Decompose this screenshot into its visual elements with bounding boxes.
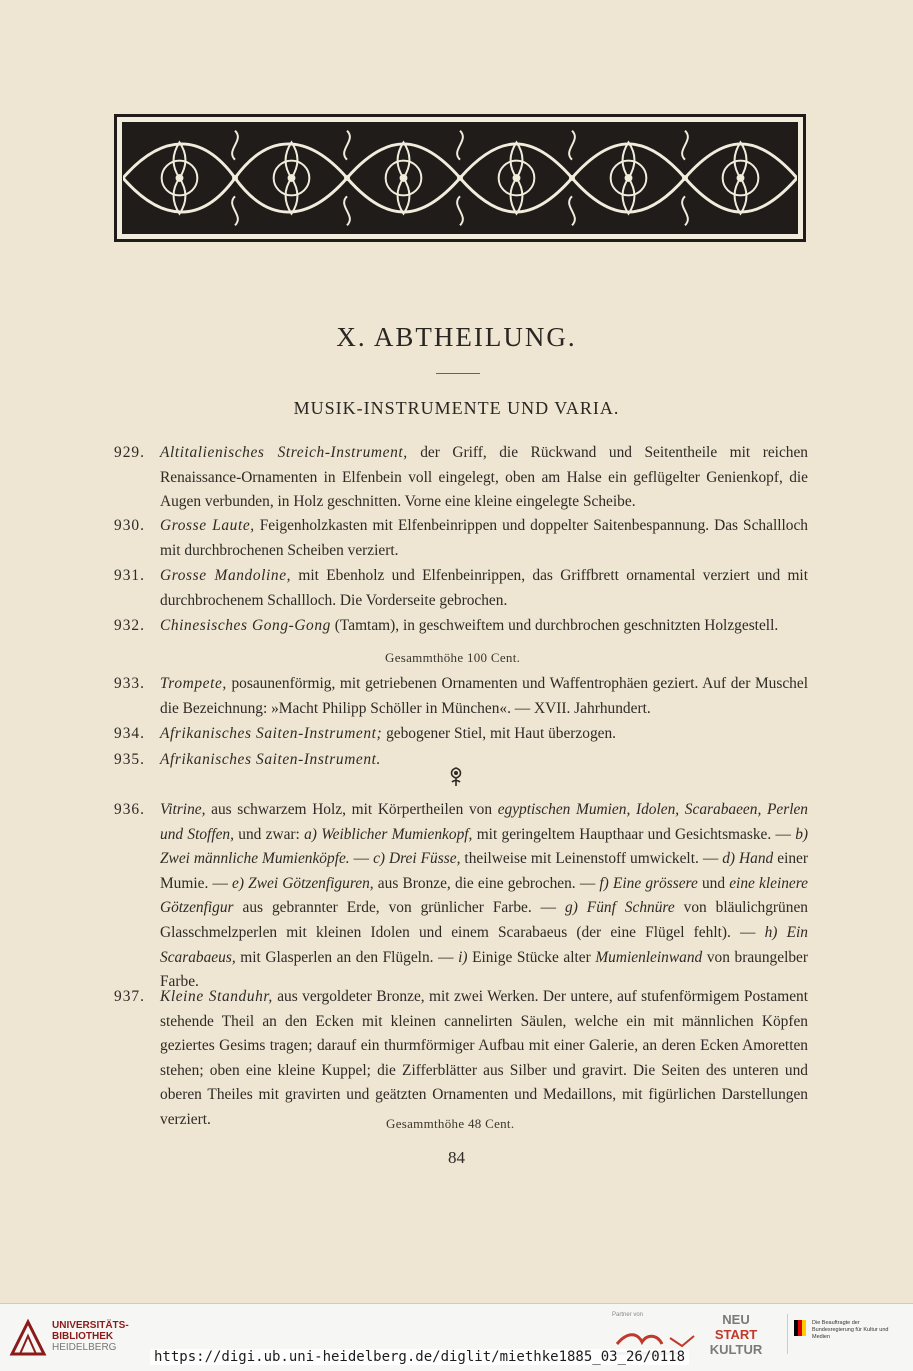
entry-number: 937.	[114, 988, 145, 1005]
library-line-3: HEIDELBERG	[52, 1342, 117, 1353]
entry-text-run: und	[697, 874, 730, 892]
source-url[interactable]: https://digi.ub.uni-heidelberg.de/diglit/miethke1885_03_26/0118	[150, 1349, 689, 1365]
entry-text: aus vergoldeter Bronze, mit zwei Werken. Der untere, auf stufenförmigem Postament stehende Theil an den Ecken mit kleinen cannelirten Säulen, welche ein mit männlichen Köpfen geziertes Gesims tragen; darauf ein thurmförmiger Aufbau mit einer Galerie, an deren Ecken Amoretten stehen; oben eine kleine Kuppel; die Zifferblätter aus Silber und gravirt. Die Seiten des unteren und oberen Theiles mit gravirten und geätzten Ornamenten und Medaillons, mit figürlichen Darstellungen verziert.	[160, 988, 809, 1128]
entry-number: 932.	[114, 617, 145, 634]
section-title: X. ABTHEILUNG.	[336, 322, 577, 352]
entry-number: 934.	[114, 725, 145, 742]
entry-body	[160, 672, 808, 721]
entry-italic-run: i)	[458, 948, 468, 966]
height-note-932: Gesammthöhe 100 Cent.	[385, 650, 521, 665]
entry-italic-run: eine kleinere Götzenfigur	[160, 874, 809, 917]
entry-text: posaunenförmig, mit getriebenen Ornamenten und Waffentrophäen geziert. Auf der Muschel die Bezeichnung: »Macht Philipp Schöller in München«. — XVII. Jahrhundert.	[160, 675, 808, 717]
bkm-logo	[787, 1314, 899, 1354]
entry-text-run: mit geringeltem Haupthaar und Gesichtsmaske. —	[472, 825, 796, 843]
library-name	[52, 1320, 129, 1353]
entry-italic-run: Vitrine,	[160, 801, 206, 818]
entry-body	[160, 748, 808, 773]
ornament-panel	[122, 122, 798, 234]
neustart-line-2: START	[714, 1327, 758, 1342]
entry-italic-run: c) Drei Füsse,	[373, 850, 461, 868]
entry-text-run: mit Glasperlen an den Flügeln. —	[235, 948, 459, 966]
entry-body	[160, 441, 808, 515]
entry-text-run: aus gebrannter Erde, von grünlicher Farbe. —	[233, 899, 566, 917]
entry-text-run: Einige Stücke alter	[467, 948, 596, 966]
entry-number: 933.	[114, 675, 145, 692]
federal-eagle-icon	[794, 1320, 806, 1336]
entry-italic-run: a) Weiblicher Mumienkopf,	[304, 825, 473, 843]
entry-text-run: und zwar:	[233, 825, 305, 843]
entry-title: Trompete,	[160, 675, 227, 692]
entry-italic-run: f) Eine grössere	[599, 874, 698, 892]
university-library-logo-icon	[8, 1318, 48, 1358]
catalog-entry-934	[114, 722, 808, 747]
entry-text-run: von bläulichgrünen Glasschmelzperlen mit kleinen Idolen und einem Scarabaeus (der eine Flügel fehlt). —	[160, 899, 808, 941]
height-note-937: Gesammthöhe 48 Cent.	[386, 1116, 515, 1131]
entry-title: Kleine Standuhr,	[160, 988, 273, 1005]
entry-body	[160, 564, 808, 613]
neustart-kultur-logo	[708, 1312, 764, 1357]
entry-italic-run: egyptischen Mumien, Idolen, Scarabaeen, Perlen und Stoffen,	[160, 801, 808, 843]
entry-text: der Griff, die Rückwand und Seitentheile mit reichen Renaissance-Ornamenten in Elfenbein voll eingelegt, oben am Halse ein geflügelter Genienkopf, die Augen verbunden, in Holz geschnitten. Vorne eine kleine eingelegte Scheibe.	[160, 444, 808, 511]
library-line-1: UNIVERSITÄTS-	[52, 1320, 129, 1331]
entry-text-run: —	[349, 850, 374, 868]
entry-text-run: aus schwarzem Holz, mit Körpertheilen von	[205, 801, 498, 818]
catalog-entry-930	[114, 514, 808, 563]
entry-italic-run: h) Ein Scarabaeus,	[160, 923, 808, 966]
catalog-entry-936	[114, 798, 808, 995]
entry-number: 930.	[114, 517, 145, 534]
entry-title: Altitalienisches Streich-Instrument,	[160, 444, 408, 461]
entry-title: Chinesisches Gong-Gong	[160, 617, 331, 634]
entry-text-run: einer Mumie. —	[160, 850, 809, 892]
entry-title: Afrikanisches Saiten-Instrument;	[160, 725, 383, 742]
entry-number: 935.	[114, 751, 145, 768]
title-rule	[436, 373, 480, 374]
catalog-entry-932	[114, 614, 808, 639]
entry-text: Feigenholzkasten mit Elfenbeinrippen und doppelter Saitenbespannung. Das Schallloch mit durchbrochenen Scheiben verziert.	[160, 517, 809, 559]
entry-italic-run: b) Zwei männliche Mumienköpfe.	[160, 825, 809, 868]
entry-body	[160, 798, 808, 995]
entry-title: Grosse Mandoline,	[160, 567, 292, 584]
neustart-line-3: KULTUR	[709, 1342, 763, 1357]
bkm-caption: Die Beauftragte der Bundesregierung für Kultur und Medien	[812, 1320, 889, 1340]
entry-body	[160, 614, 808, 639]
library-line-2: BIBLIOTHEK	[52, 1331, 114, 1342]
entry-body	[160, 985, 808, 1133]
entry-number: 931.	[114, 567, 145, 584]
entry-title: Grosse Laute,	[160, 517, 255, 534]
entry-text-run: von braungelber Farbe.	[160, 948, 809, 991]
catalog-entry-933	[114, 672, 808, 721]
fleuron-icon	[446, 766, 466, 788]
catalog-entry-931	[114, 564, 808, 613]
entry-body	[160, 722, 808, 747]
entry-text: mit Ebenholz und Elfenbeinrippen, das Griffbrett ornamental verziert und mit durchbrochenem Schallloch. Die Vorderseite gebrochen.	[160, 567, 808, 609]
catalog-entry-937	[114, 985, 808, 1133]
catalog-entry-929	[114, 441, 808, 515]
entry-title: Afrikanisches Saiten-Instrument.	[160, 751, 381, 768]
entry-text-run: theilweise mit Leinenstoff umwickelt. —	[460, 850, 723, 868]
section-subtitle: MUSIK-INSTRUMENTE UND VARIA.	[293, 398, 620, 418]
entry-number: 929.	[114, 444, 145, 461]
entry-italic-run: g) Fünf Schnüre	[565, 899, 675, 917]
entry-text-run: aus Bronze, die eine gebrochen. —	[373, 874, 600, 892]
entry-body	[160, 514, 808, 563]
arabesque-ornament	[123, 123, 797, 233]
ornamental-header-band	[114, 114, 806, 242]
entry-italic-run: d) Hand	[722, 850, 774, 868]
neustart-line-1: NEU	[722, 1312, 750, 1327]
entry-number: 936.	[114, 801, 145, 818]
entry-text: gebogener Stiel, mit Haut überzogen.	[382, 725, 617, 742]
entry-italic-run: Mumienleinwand	[595, 948, 703, 966]
entry-text: (Tamtam), in geschweiftem und durchbrochen geschnitzten Holzgestell.	[330, 617, 779, 634]
entry-italic-run: e) Zwei Götzenfiguren,	[232, 874, 374, 892]
partner-label: Partner von	[612, 1312, 644, 1318]
page-number: 84	[448, 1148, 465, 1167]
